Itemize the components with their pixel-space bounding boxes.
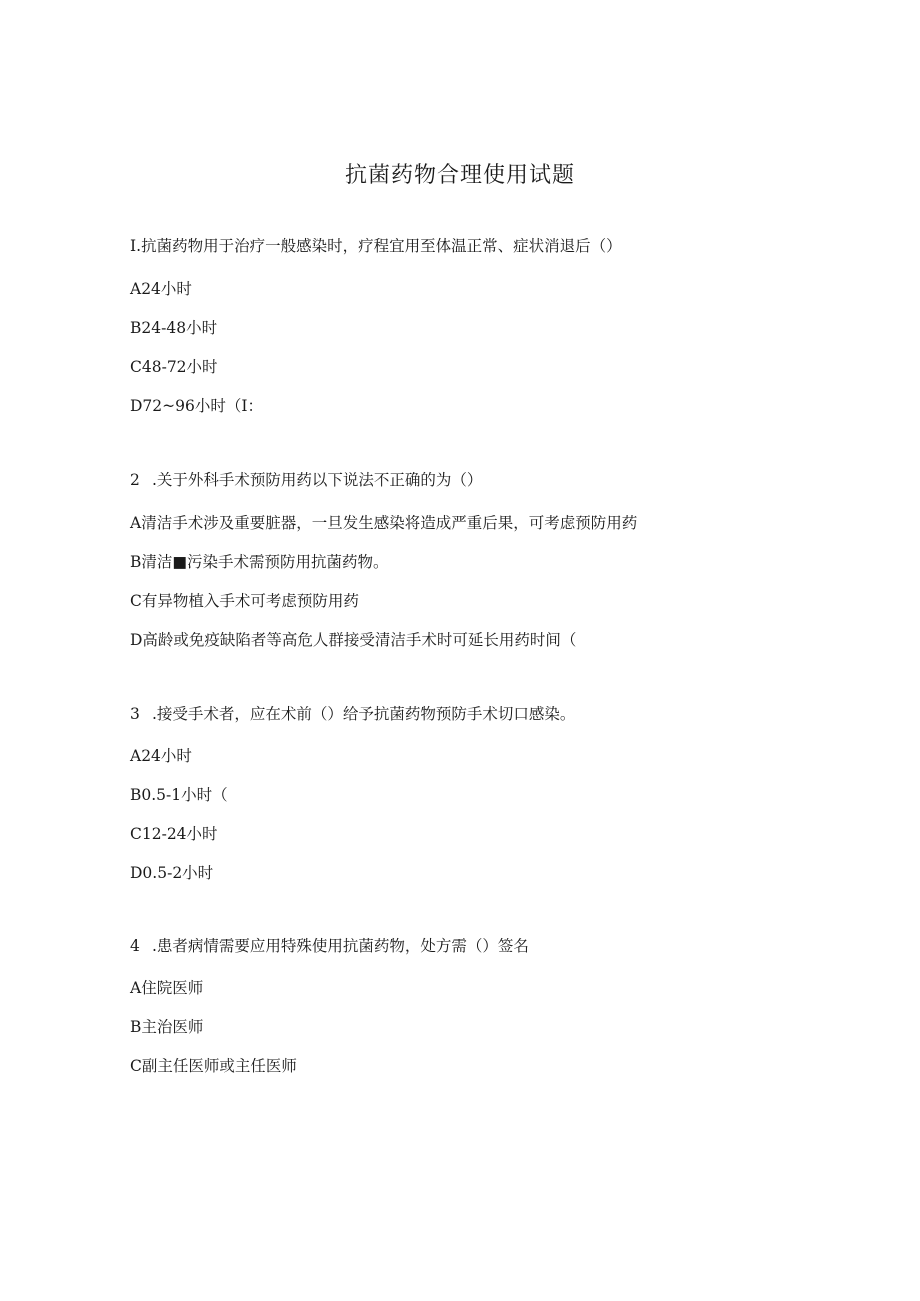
question-number: I. <box>130 237 142 255</box>
question-1-option-d: D72~96小时（I： <box>130 397 263 415</box>
question-1-stem <box>130 236 622 256</box>
question-3-stem <box>130 704 575 724</box>
question-text: .患者病情需要应用特殊使用抗菌药物，处方需（）签名 <box>152 937 529 955</box>
question-3-option-b: B0.5-1小时（ <box>130 786 228 804</box>
question-number: 4 <box>130 937 140 955</box>
question-1-option-c: C48-72小时 <box>130 358 218 376</box>
question-3-option-c: C12-24小时 <box>130 825 218 843</box>
page-title: 抗菌药物合理使用试题 <box>344 163 575 188</box>
question-2-option-a: A清洁手术涉及重要脏器，一旦发生感染将造成严重后果，可考虑预防用药 <box>130 514 638 532</box>
question-2-option-d: D高龄或免疫缺陷者等高危人群接受清洁手术时可延长用药时间（ <box>130 631 577 649</box>
question-text: 抗菌药物用于治疗一般感染时，疗程宜用至体温正常、症状消退后（） <box>141 237 622 255</box>
question-4-option-a: A住院医师 <box>130 979 204 997</box>
question-number: 3 <box>130 705 140 723</box>
question-2-option-b: B清洁■污染手术需预防用抗菌药物。 <box>130 553 389 571</box>
question-3-option-d: D0.5-2小时 <box>130 864 214 882</box>
question-3-option-a: A24小时 <box>130 747 192 765</box>
question-1-option-b: B24-48小时 <box>130 319 218 337</box>
question-2-option-c: C有异物植入手术可考虑预防用药 <box>130 592 359 610</box>
question-4-option-c: C副主任医师或主任医师 <box>130 1057 297 1075</box>
question-4-stem <box>130 936 529 956</box>
question-4-option-b: B主治医师 <box>130 1018 204 1036</box>
question-text: .接受手术者，应在术前（）给予抗菌药物预防手术切口感染。 <box>152 705 576 723</box>
question-2-stem <box>130 470 482 490</box>
question-text: .关于外科手术预防用药以下说法不正确的为（） <box>152 471 483 489</box>
question-number: 2 <box>130 471 140 489</box>
question-1-option-a: A24小时 <box>130 280 192 298</box>
